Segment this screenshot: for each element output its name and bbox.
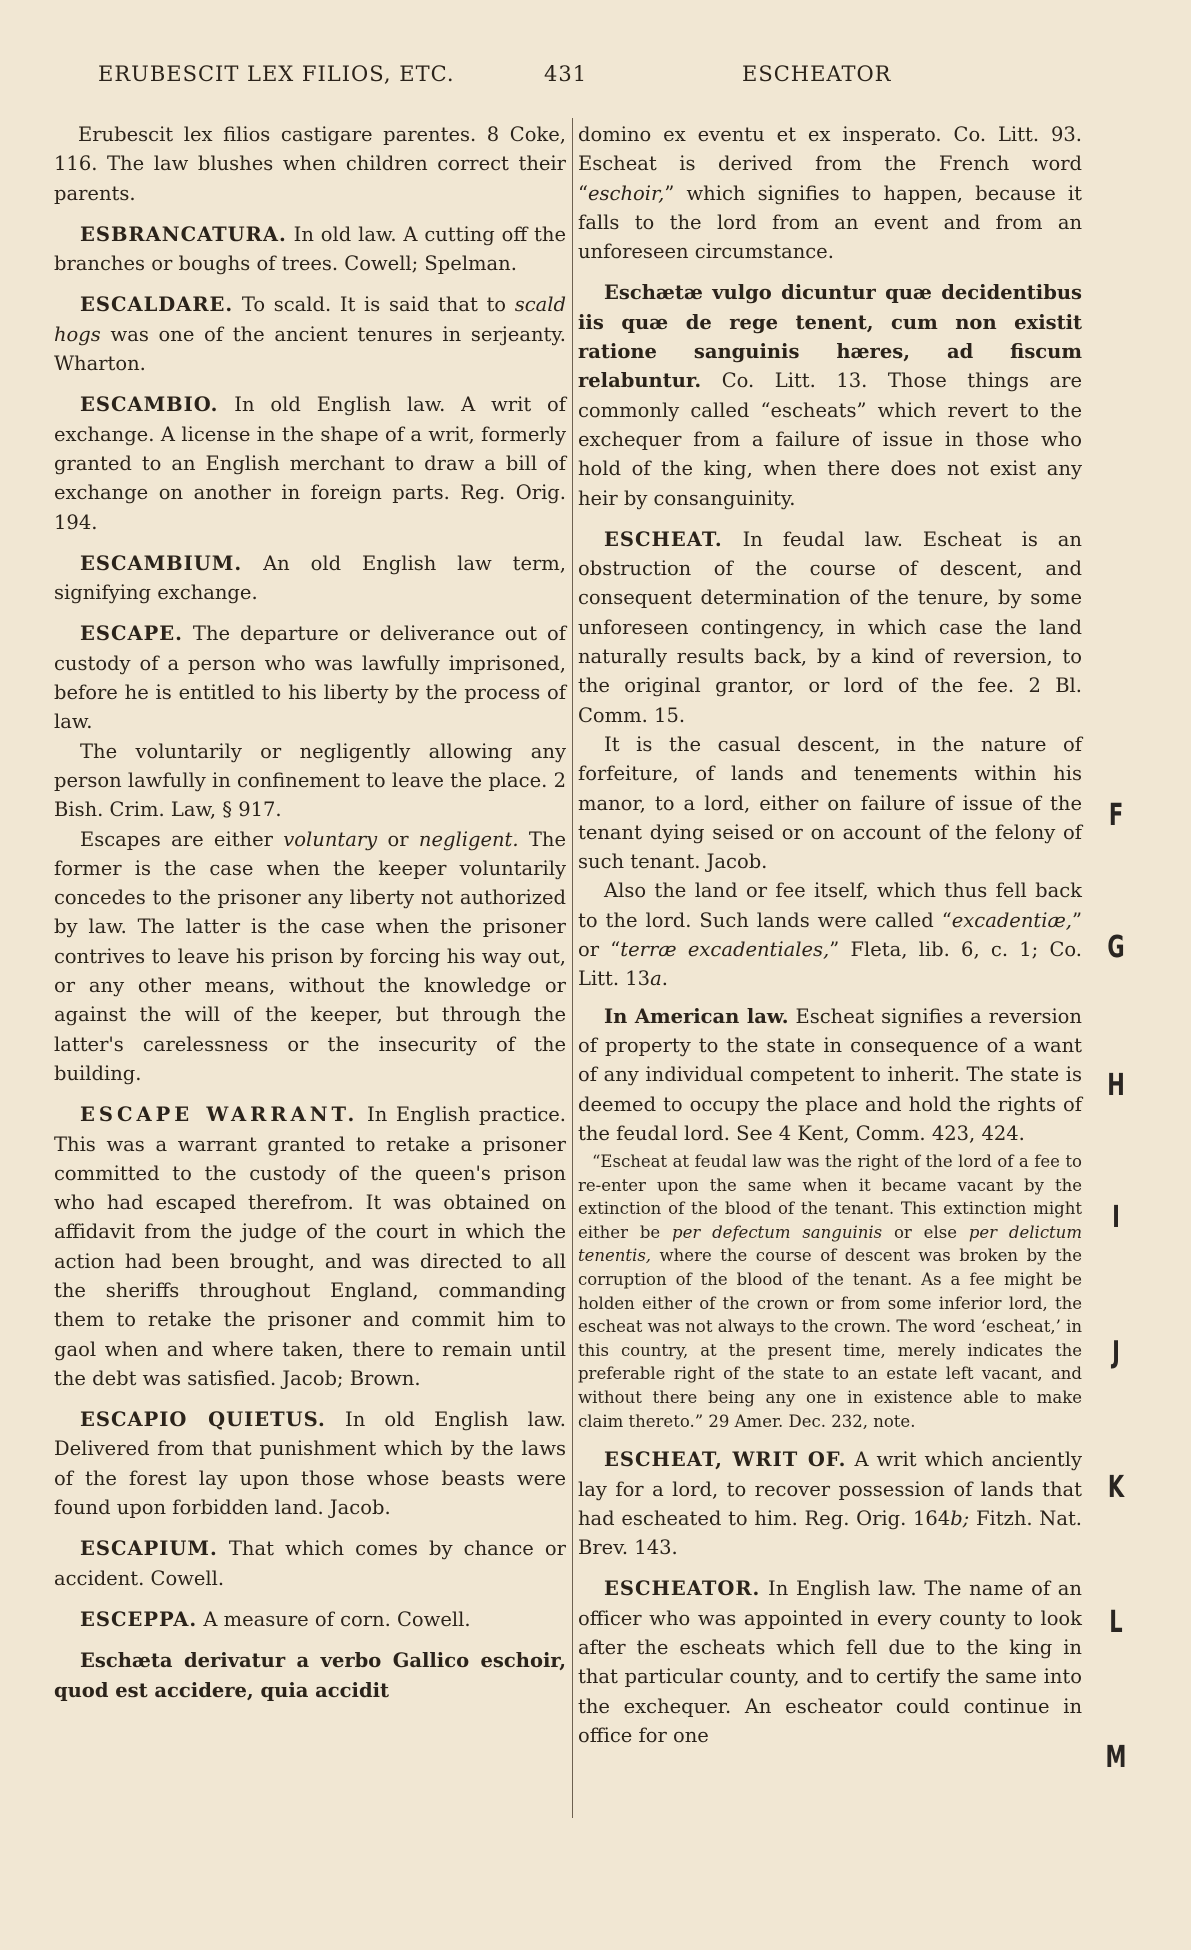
entry-text: ” Fleta, lib. 6, c. 1; Co. Litt. 13 <box>578 938 1083 991</box>
entry-term: ESCAPIO QUIETUS. <box>80 1408 326 1432</box>
entry-escheat-quote <box>578 1150 1082 1433</box>
entry-escape-para2 <box>54 737 566 825</box>
maxim-eschaeta <box>54 1646 566 1705</box>
entry-esbrancatura <box>54 220 566 279</box>
maxim-eschaetae <box>578 278 1082 512</box>
entry-escheator <box>578 1574 1082 1750</box>
entry-text: It is the casual descent, in the nature of forfeiture, of lands and tenements within his manor, to a lord, either on failure of issue of the tenant dying seised or on account of the felony of such tenant. Jacob. <box>578 732 1082 874</box>
entry-text: A measure of corn. Cowell. <box>197 1607 471 1631</box>
entry-text: A writ which anciently lay for a lord, to recover possession of lands that had escheated to him. Reg. Orig. 164 <box>578 1448 1082 1530</box>
entry-text: An old English law term, signifying exchange. <box>54 551 566 605</box>
quote-text: where the course of descent was broken by the corruption of the blood of the tenant. As a fee might be holden either of the crown or from some inferior lord, the escheat was not always to the crown. The word ‘escheat,’ in this country, at the present time, merely indicates the preferable right of the state to an estate left vacant, and without there being any one in existence able to make claim thereto.” 29 Amer. Dec. 232, note. <box>578 1246 1082 1431</box>
entry-escape-warrant <box>54 1100 566 1393</box>
column-divider <box>572 118 573 1818</box>
entry-text: The departure or deliverance out of custody of a person who was lawfully imprisoned, before he is entitled to his liberty by the process of law. <box>54 622 566 734</box>
entry-escambium <box>54 549 566 608</box>
thumb-index-letter: H <box>1107 1068 1125 1103</box>
entry-term: ESCAMBIO. <box>80 393 219 417</box>
entry-escape <box>54 619 566 736</box>
entry-text: The former is the case when the keeper voluntarily concedes to the prisoner any liberty not authorized by law. The latter is the case when the prisoner contrives to leave his prison by forcing his way out, or any other means, without the knowledge or against the will of the keeper, but through the latter's carelessness or the insecurity of the building. <box>54 827 566 1085</box>
entry-text: domino ex eventu et ex insperato. Co. Litt. 93. Escheat is derived from the French word “ <box>578 123 1082 205</box>
entry-text: . <box>661 967 668 991</box>
entry-text: In feudal law. Escheat is an obstruction of the course of descent, and consequent determination of the tenure, by some unforeseen contingency, in which case the land naturally results back, by a kind of reversion, to the original grantor, or lord of the fee. 2 Bl. Comm. 15. <box>578 527 1082 727</box>
entry-text: Escheat signifies a reversion of property to the state in consequence of a want of any individual competent to inherit. The state is deemed to occupy the place and hold the rights of the feudal lord. See 4 Kent, Comm. 423, 424. <box>578 1004 1082 1145</box>
entry-escheat-american <box>578 1002 1082 1148</box>
entry-text: That which comes by chance or accident. Cowell. <box>54 1537 566 1590</box>
entry-italic: terræ excadentiales, <box>620 938 830 962</box>
entry-escaldare <box>54 290 566 378</box>
thumb-index-letter: I <box>1112 1200 1120 1235</box>
header-right-guide-word: ESCHEATOR <box>742 62 892 86</box>
page-number: 431 <box>544 62 588 86</box>
running-header <box>0 62 1191 94</box>
header-left-guide-word: ERUBESCIT LEX FILIOS, ETC. <box>98 62 455 86</box>
entry-text: In old law. A cutting off the branches or boughs of trees. Cowell; Spelman. <box>54 222 566 276</box>
entry-escheat-para2 <box>578 730 1082 876</box>
entry-text: The voluntarily or negligently allowing any person lawfully in confinement to leave the place. 2 Bish. Crim. Law, § 917. <box>54 739 566 822</box>
entry-text: Escapes are either <box>80 827 284 851</box>
entry-erubescit <box>54 120 566 208</box>
entry-text: ” or “ <box>578 908 1082 962</box>
maxim-text: Eschætæ vulgo dicuntur quæ decidentibus iis quæ de rege tenent, cum non existit ratione sanguinis hæres, ad fiscum relabuntur. <box>578 281 1082 393</box>
quote-italic: per defectum sanguinis <box>672 1222 883 1242</box>
entry-text: Erubescit lex filios castigare parentes. 8 Coke, 116. The law blushes when children correct their parents. <box>54 123 566 205</box>
thumb-index-letter: J <box>1112 1335 1120 1370</box>
entry-term: ESBRANCATURA. <box>80 222 287 246</box>
entry-text: In old English law. A writ of exchange. A license in the shape of a writ, formerly granted to an English merchant to draw a bill of exchange on another in foreign parts. Reg. Orig. 194. <box>54 393 566 534</box>
entry-text: Co. Litt. 13. Those things are commonly called “escheats” which revert to the exchequer from a failure of issue in those who hold of the king, when there does not exist any heir by consanguinity. <box>578 369 1082 510</box>
thumb-index-letter: L <box>1109 1605 1123 1640</box>
entry-term: ESCALDARE. <box>80 293 234 317</box>
entry-escheat-para3 <box>578 876 1082 993</box>
entry-text: To scald. It is said that to <box>233 293 515 317</box>
entry-text: In old English law. Delivered from that punishment which by the laws of the forest lay upon those whose beasts were found upon forbidden land. Jacob. <box>54 1408 566 1520</box>
entry-escheat-writ-of <box>578 1445 1082 1562</box>
entry-text: was one of the ancient tenures in serjeanty. Wharton. <box>54 322 566 376</box>
entry-text: Also the land or fee itself, which thus fell back to the lord. Such lands were called “ <box>578 879 1082 932</box>
thumb-index-letter: M <box>1105 1740 1127 1775</box>
maxim-continuation <box>578 120 1082 266</box>
thumb-index-letter: F <box>1108 798 1124 833</box>
entry-term: ESCAPIUM. <box>80 1537 218 1561</box>
entry-italic: voluntary <box>283 827 378 851</box>
entry-text: In English practice. This was a warrant granted to retake a prisoner committed to the custody of the queen's prison who had escaped therefrom. It was obtained on affidavit from the judge of the court in which the action had been brought, and was directed to all the sheriffs throughout England, commanding them to retake the prisoner and commit him to gaol when and where taken, there to remain until the debt was satisfied. Jacob; Brown. <box>54 1103 567 1390</box>
entry-esceppa <box>54 1605 566 1634</box>
quote-italic: per delictum tenentis, <box>578 1222 1082 1266</box>
entry-term: ESCHEAT, WRIT OF. <box>604 1448 847 1472</box>
entry-term: ESCAMBIUM. <box>80 551 243 575</box>
entry-italic: scald hogs <box>54 293 566 346</box>
entry-term: ESCHEAT. <box>604 527 723 551</box>
entry-text: ” which signifies to happen, because it falls to the lord from an event and from an unforeseen circumstance. <box>578 181 1082 264</box>
entry-escheat <box>578 525 1082 730</box>
entry-italic: a <box>650 967 662 991</box>
entry-term: ESCEPPA. <box>80 1607 198 1631</box>
thumb-index-letter: K <box>1107 1470 1125 1505</box>
thumb-index-letter: G <box>1107 930 1125 965</box>
entry-text: In English law. The name of an officer who was appointed in every county to look after the escheats which fell due to the king in that particular county, and to certify the same into the exchequer. An escheator could continue in office for one <box>578 1577 1082 1747</box>
entry-escapium <box>54 1534 566 1593</box>
entry-term: ESCAPE WARRANT. <box>80 1103 359 1127</box>
thumb-index <box>1096 0 1156 1950</box>
entry-term: ESCHEATOR. <box>604 1577 761 1601</box>
entry-text: or <box>377 827 419 851</box>
entry-subhead: In American law. <box>604 1004 789 1028</box>
entry-italic: negligent. <box>418 827 519 851</box>
quote-text: or else <box>882 1222 969 1242</box>
maxim-text: Eschæta derivatur a verbo Gallico eschoir, quod est accidere, quia accidit <box>54 1649 566 1702</box>
entry-term: ESCAPE. <box>80 622 183 646</box>
entry-italic: b; <box>950 1506 970 1530</box>
entry-italic: excadentiæ, <box>951 908 1073 932</box>
entry-escapio-quietus <box>54 1405 566 1522</box>
entry-text: Fitzh. Nat. Brev. 143. <box>578 1506 1082 1560</box>
quote-text: “Escheat at feudal law was the right of the lord of a fee to re-enter upon the same when it became vacant by the extinction of the blood of the tenant. This extinction might either be <box>578 1152 1082 1242</box>
entry-escambio <box>54 390 566 536</box>
entry-escape-para3 <box>54 825 566 1089</box>
left-column <box>54 120 566 1705</box>
right-column <box>578 120 1082 1750</box>
entry-italic: eschoir, <box>587 181 665 205</box>
